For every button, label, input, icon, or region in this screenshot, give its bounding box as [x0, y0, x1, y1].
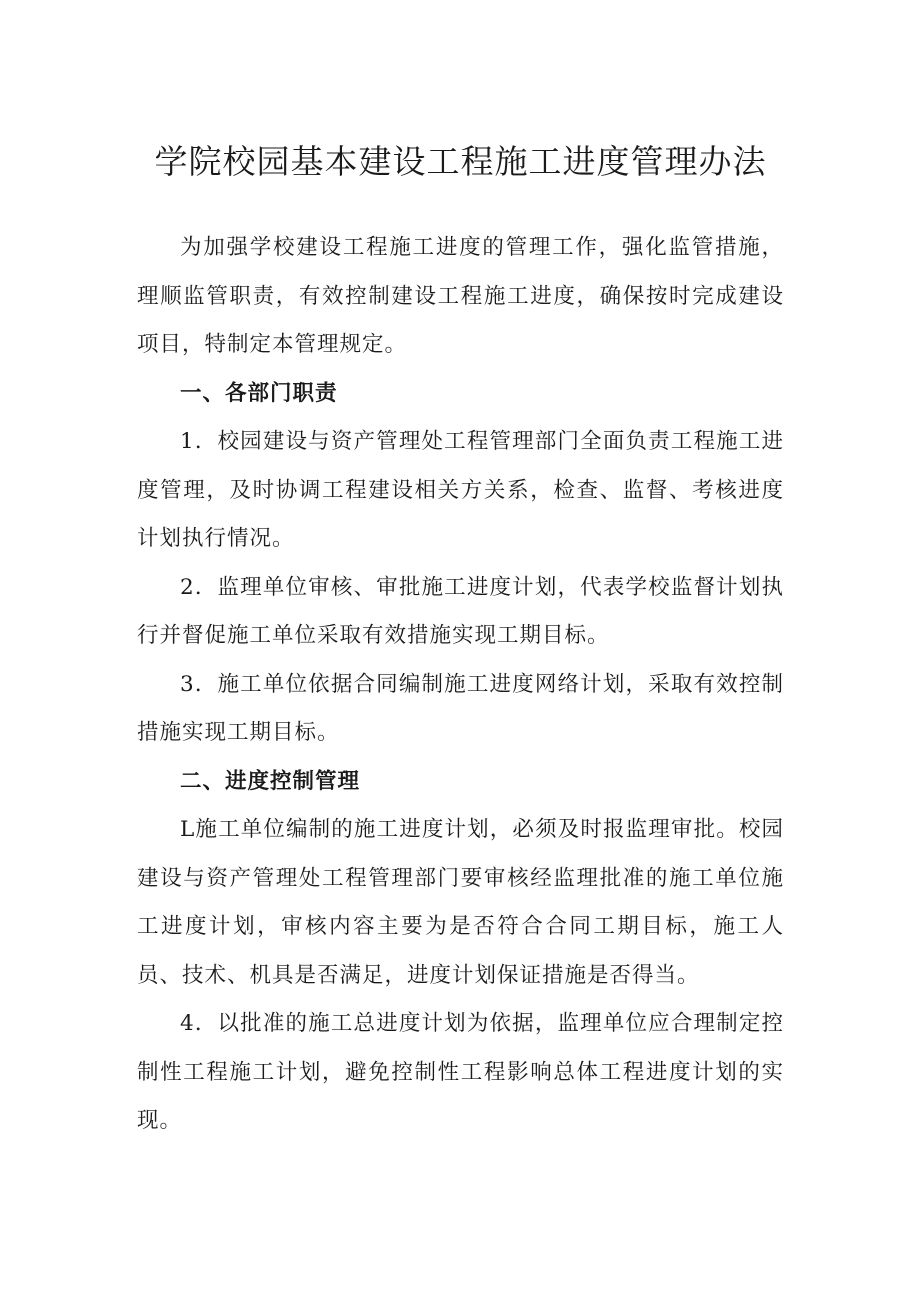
responsibility-item-1: 1．校园建设与资产管理处工程管理部门全面负责工程施工进度管理，及时协调工程建设相关方关系，检查、监督、考核进度计划执行情况。: [137, 429, 784, 551]
section-heading-responsibilities: 一、各部门职责: [180, 380, 338, 406]
responsibility-item-3: 3．施工单位依据合同编制施工进度网络计划，采取有效控制措施实现工期目标。: [137, 671, 784, 745]
responsibility-item-2: 2．监理单位审核、审批施工进度计划，代表学校监督计划执行并督促施工单位采取有效措施实现工期目标。: [137, 574, 784, 648]
intro-paragraph: 为加强学校建设工程施工进度的管理工作，强化监管措施，理顺监管职责，有效控制建设工程施工进度，确保按时完成建设项目，特制定本管理规定。: [137, 235, 784, 357]
document-title: 学院校园基本建设工程施工进度管理办法: [154, 142, 767, 181]
section-heading-progress-control: 二、进度控制管理: [180, 768, 361, 794]
progress-control-item-4: 4．以批准的施工总进度计划为依据，监理单位应合理制定控制性工程施工计划，避免控制性工程影响总体工程进度计划的实现。: [137, 1011, 784, 1133]
progress-control-item-1: L施工单位编制的施工进度计划，必须及时报监理审批。校园建设与资产管理处工程管理部门要审核经监理批准的施工单位施工进度计划，审核内容主要为是否符合合同工期目标，施工人员、技术、机具是否满足，进度计划保证措施是否得当。: [137, 817, 784, 988]
